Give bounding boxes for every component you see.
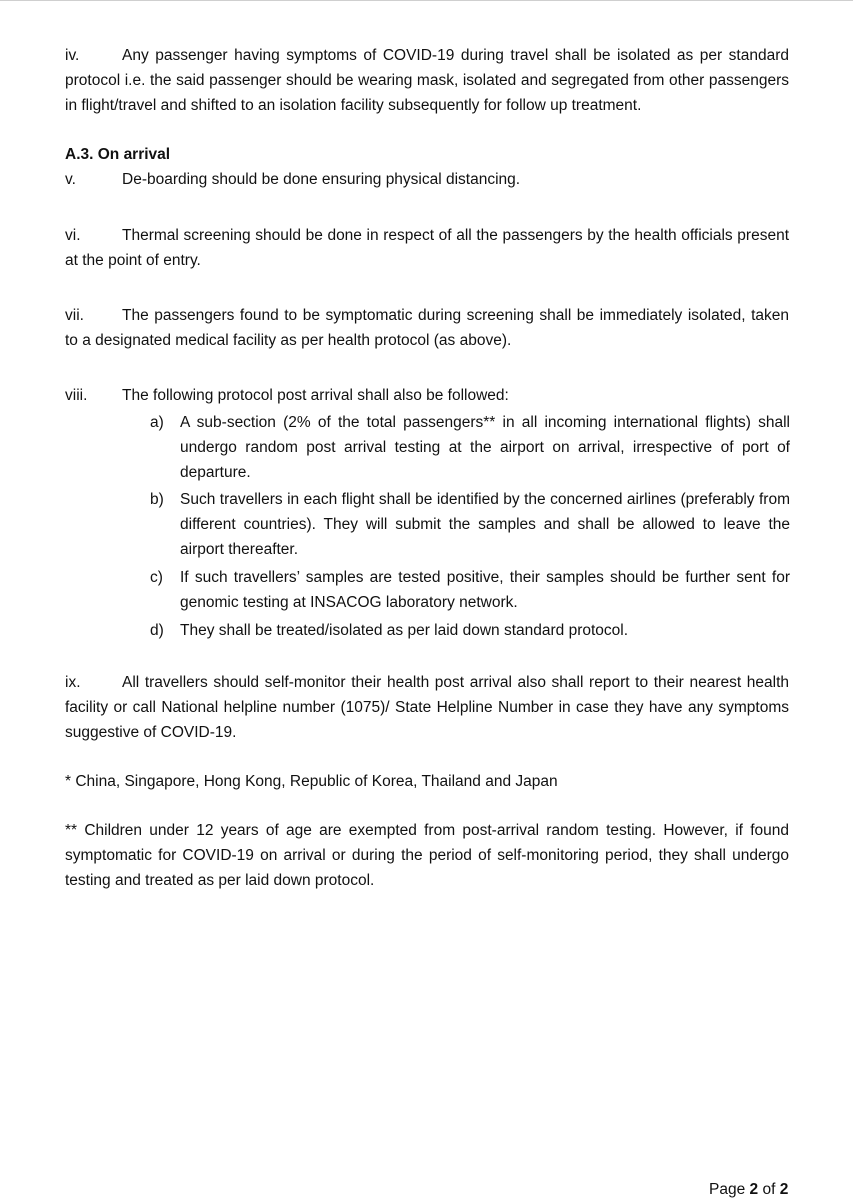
item-text: The passengers found to be symptomatic during screening shall be immediately isolated, taken to a designated medical facility as per health protocol (as above). (65, 307, 789, 349)
page-prefix: Page (709, 1181, 750, 1198)
item-number: vi. (65, 227, 81, 244)
footnote-double-star: ** Children under 12 years of age are exempted from post-arrival random testing. However, if found symptomatic for COVID-19 on arrival or during the period of self-monitoring period, they shall undergo testing and treated as per laid down protocol. (65, 822, 789, 889)
item-text: De-boarding should be done ensuring physical distancing. (122, 171, 521, 188)
item-vi (65, 223, 789, 273)
item-text: The following protocol post arrival shall also be followed: (122, 387, 509, 404)
subitem-letter: b) (150, 491, 164, 508)
item-text: All travellers should self-monitor their health post arrival also shall report to their nearest health facility or call National helpline number (1075)/ State Helpline Number in case they have any symptoms suggestive of COVID-19. (65, 674, 789, 741)
item-iv (65, 43, 789, 118)
item-number: v. (65, 171, 76, 188)
subitem-a (150, 410, 790, 485)
item-ix (65, 670, 789, 745)
subitem-text: They shall be treated/isolated as per laid down standard protocol. (180, 622, 629, 639)
subitem-d (150, 618, 790, 643)
page-total: 2 (779, 1181, 789, 1198)
subitem-letter: c) (150, 569, 163, 586)
subitem-letter: d) (150, 622, 164, 639)
item-number: iv. (65, 47, 80, 64)
subitem-text: Such travellers in each flight shall be identified by the concerned airlines (preferably from different countries). They will submit the samples and shall be allowed to leave the airport thereafter. (180, 491, 790, 558)
item-vii (65, 303, 789, 353)
item-v (65, 167, 789, 192)
subitem-b (150, 487, 790, 562)
item-text: Thermal screening should be done in respect of all the passengers by the health officials present at the point of entry. (65, 227, 789, 269)
subitem-c (150, 565, 790, 615)
subitem-letter: a) (150, 414, 164, 431)
page-of: of (758, 1181, 780, 1198)
subitem-text: A sub-section (2% of the total passengers** in all incoming international flights) shall undergo random post arrival testing at the airport on arrival, irrespective of port of departure. (180, 414, 790, 481)
item-number: ix. (65, 674, 81, 691)
section-heading-on-arrival: A.3. On arrival (65, 146, 171, 163)
item-number: viii. (65, 387, 88, 404)
top-border-line (0, 0, 853, 1)
item-text: Any passenger having symptoms of COVID-19 during travel shall be isolated as per standard protocol i.e. the said passenger should be wearing mask, isolated and segregated from other passengers in flight/travel and shifted to an isolation facility subsequently for follow up treatment. (65, 47, 789, 114)
page-number (709, 1177, 788, 1202)
footnote-single-star: * China, Singapore, Hong Kong, Republic of Korea, Thailand and Japan (65, 773, 558, 790)
item-viii (65, 383, 789, 408)
subitem-text: If such travellers’ samples are tested positive, their samples should be further sent for genomic testing at INSACOG laboratory network. (180, 569, 790, 611)
page-current: 2 (749, 1181, 759, 1198)
item-number: vii. (65, 307, 84, 324)
